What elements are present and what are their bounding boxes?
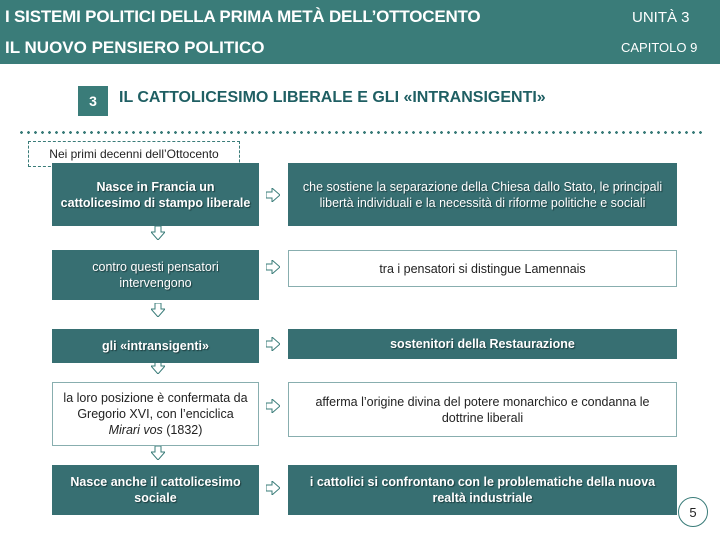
encyclical-text: la loro posizione è confermata da Gregorio XVI, con l’enciclica	[63, 391, 248, 421]
arrow-down-icon	[151, 446, 165, 460]
section-title: IL CATTOLICESIMO LIBERALE E GLI «INTRANSIGENTI»	[119, 89, 546, 106]
dotted-divider	[18, 131, 702, 134]
chapter-label: CAPITOLO 9	[621, 40, 698, 55]
arrow-down-icon	[151, 226, 165, 240]
header-bar	[0, 0, 720, 64]
arrow-right-icon	[266, 337, 280, 351]
left-box-opposition: contro questi pensatori intervengono	[52, 250, 259, 300]
left-box-social-catholicism: Nasce anche il cattolicesimo sociale	[52, 465, 259, 515]
left-box-liberal-catholicism: Nasce in Francia un cattolicesimo di stampo liberale	[52, 163, 259, 226]
header-subtitle: IL NUOVO PENSIERO POLITICO	[5, 38, 265, 57]
arrow-right-icon	[266, 188, 280, 202]
right-box-divine-origin: afferma l’origine divina del potere monarchico e condanna le dottrine liberali	[288, 382, 677, 437]
page-number: 5	[678, 497, 708, 527]
encyclical-year: (1832)	[162, 423, 203, 437]
section-number: 3	[78, 86, 108, 116]
right-box-industrial: i cattolici si confrontano con le problematiche della nuova realtà industriale	[288, 465, 677, 515]
intro-box: Nei primi decenni dell’Ottocento	[28, 141, 240, 167]
left-box-gregorio-xvi	[52, 382, 259, 446]
header-title: I SISTEMI POLITICI DELLA PRIMA METÀ DELL’OTTOCENTO	[5, 7, 481, 26]
arrow-down-icon	[151, 303, 165, 317]
right-box-restoration: sostenitori della Restaurazione	[288, 329, 677, 359]
right-box-separation: che sostiene la separazione della Chiesa dallo Stato, le principali libertà individuali e la necessità di riforme politiche e sociali	[288, 163, 677, 226]
encyclical-title: Mirari vos	[108, 423, 163, 437]
left-box-intransigents: gli «intransigenti»	[52, 329, 259, 363]
arrow-right-icon	[266, 399, 280, 413]
unit-label: UNITÀ 3	[632, 9, 690, 26]
arrow-right-icon	[266, 481, 280, 495]
right-box-lamennais: tra i pensatori si distingue Lamennais	[288, 250, 677, 287]
arrow-right-icon	[266, 260, 280, 274]
